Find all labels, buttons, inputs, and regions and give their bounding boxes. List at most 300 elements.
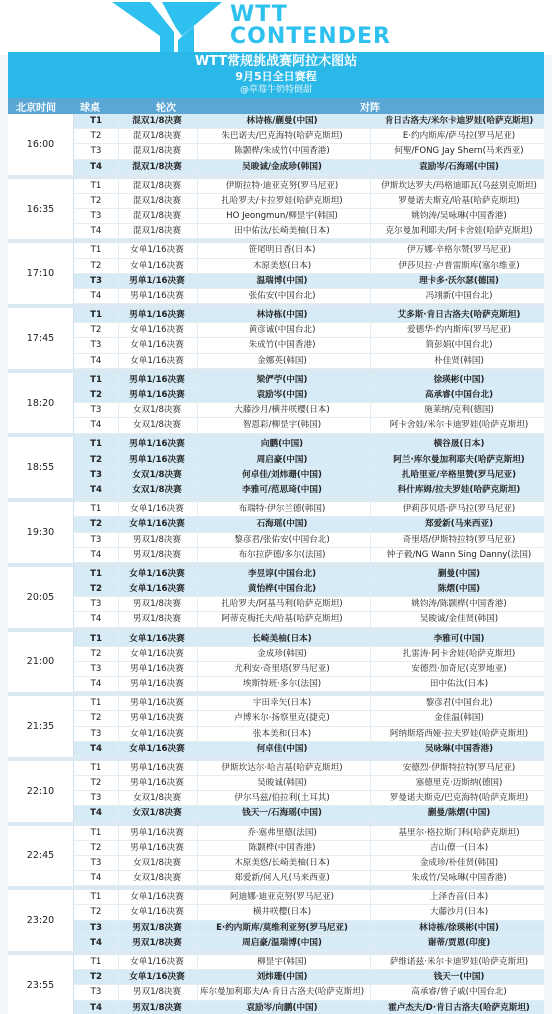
- column-divider: [370, 338, 371, 352]
- round-label: 女双1/8决赛: [132, 485, 182, 496]
- round-label: 女单1/16决赛: [129, 633, 185, 644]
- player-two: 林诗栋/徐瑛彬(中国): [419, 922, 499, 933]
- player-one: 柳昰宇(韩国): [257, 956, 307, 967]
- column-divider: [197, 1001, 198, 1014]
- table-number: T4: [90, 549, 102, 560]
- round-label: 男双1/8决赛: [132, 614, 182, 625]
- table-number: T3: [90, 987, 102, 998]
- player-one: 阿蒂克梅托夫/哈基(哈萨克斯坦): [221, 614, 343, 625]
- player-one: 温瑞博(中国): [256, 275, 308, 286]
- column-divider: [118, 985, 119, 999]
- round-label: 男单1/16决赛: [129, 275, 185, 286]
- player-one: 李昱谆(中国台北): [247, 568, 316, 579]
- column-divider: [370, 776, 371, 790]
- player-one: 长崎美柚(日本): [252, 633, 312, 644]
- column-divider: [118, 791, 119, 805]
- title-banner: [8, 52, 544, 98]
- player-one: 梁俨苧(中国): [256, 374, 308, 385]
- player-two: 上泽杏音(日本): [429, 892, 489, 903]
- column-divider: [118, 696, 119, 710]
- column-divider: [197, 742, 198, 756]
- round-label: 混双1/8决赛: [132, 195, 182, 206]
- column-divider: [118, 936, 119, 950]
- player-one: 布瑞特·伊尔兰德(韩国): [238, 504, 326, 515]
- player-two: 何聖/FONG Jay Shern(马来西亚): [394, 146, 524, 157]
- header: [0, 0, 552, 55]
- table-number: T4: [90, 420, 102, 431]
- column-divider: [118, 582, 119, 596]
- column-divider: [118, 354, 119, 368]
- player-two: 高承睿/曾子戚(中国台北): [411, 987, 507, 998]
- column-divider: [118, 338, 119, 352]
- column-divider: [370, 373, 371, 387]
- player-two: 扎哈里亚/辛格里赞(罗马尼亚): [401, 469, 517, 480]
- player-two: 安德烈·伊斯特拉特(罗马尼亚): [402, 762, 516, 773]
- player-two: E·约内斯库/萨马拉(罗马尼亚): [402, 131, 516, 142]
- player-one: HO Jeongmun/柳昰宇(韩国): [226, 211, 338, 222]
- column-divider: [118, 890, 119, 904]
- column-divider: [118, 871, 119, 885]
- round-label: 女单1/16决赛: [130, 340, 184, 351]
- player-one: 林诗栋(中国): [256, 310, 308, 321]
- table-number: T4: [90, 614, 102, 625]
- player-two: 谢蒂/贾恩(印度): [427, 937, 491, 948]
- column-divider: [370, 955, 371, 969]
- player-two: 陈熠(中国): [437, 584, 481, 594]
- column-divider: [118, 776, 119, 790]
- time-block: [8, 761, 544, 826]
- table-row: [74, 418, 544, 433]
- player-one: 伊尔马兹/伯拉利(土耳其): [234, 793, 330, 804]
- column-divider: [370, 632, 371, 646]
- column-divider: [118, 209, 119, 223]
- column-divider: [118, 289, 119, 303]
- player-two: 霍卢杰夫/D·肯日古洛夫(哈萨克斯坦): [388, 1002, 530, 1013]
- column-divider: [197, 179, 198, 193]
- column-divider: [197, 632, 198, 646]
- page-title: WTT常规挑战赛阿拉木图站: [194, 54, 358, 69]
- player-two: 姚钧涛/陈颢桦(中国香港): [411, 599, 507, 610]
- logo-text: [230, 4, 391, 48]
- table-row: [74, 502, 544, 517]
- player-two: 伊斯坎达罗夫/玛格迪耶瓦(乌兹别克斯坦): [381, 180, 537, 191]
- table-number: T4: [90, 1002, 102, 1013]
- column-divider: [370, 289, 371, 303]
- table-row: [74, 890, 544, 905]
- player-one: 郑爱新/何人凡(马来西亚): [234, 873, 330, 884]
- column-header-round: 轮次: [156, 103, 176, 114]
- table-row: [74, 129, 544, 144]
- table-number: T2: [90, 713, 102, 724]
- player-two: 伊莉莎贝塔·萨马拉(罗马尼亚): [402, 504, 516, 515]
- column-divider: [118, 179, 119, 193]
- column-divider: [118, 921, 119, 935]
- time-cell: 18:55: [8, 437, 74, 498]
- player-two: 奇里塔/伊斯特拉特(罗马尼亚): [402, 534, 516, 545]
- column-divider: [370, 567, 371, 581]
- round-label: 男单1/16决赛: [129, 310, 185, 321]
- round-label: 男双1/8决赛: [132, 1002, 182, 1013]
- table-row: [74, 826, 544, 841]
- column-divider: [118, 742, 119, 756]
- table-row: [74, 647, 544, 662]
- table-row: [74, 403, 544, 418]
- table-row: [74, 905, 544, 920]
- column-divider: [370, 871, 371, 885]
- time-block: [8, 179, 544, 244]
- time-cell: 22:45: [8, 826, 74, 887]
- round-label: 男单1/16决赛: [130, 842, 184, 853]
- column-divider: [370, 742, 371, 756]
- player-two: 田中佑汰(日本): [429, 679, 489, 690]
- table-number: T1: [90, 892, 102, 903]
- round-label: 女单1/16决赛: [129, 568, 185, 579]
- time-cell: 21:35: [8, 696, 74, 757]
- table-row: [74, 179, 544, 194]
- column-divider: [370, 483, 371, 497]
- time-block: [8, 567, 544, 632]
- column-divider: [197, 647, 198, 661]
- table-row: [74, 388, 544, 403]
- player-one: 朱成竹(中国香港): [248, 340, 316, 351]
- player-one: 智恩彩/柳昰宇(韩国): [242, 420, 322, 431]
- table-number: T3: [90, 340, 102, 351]
- column-divider: [370, 905, 371, 919]
- column-divider: [197, 194, 198, 208]
- table-row: [74, 711, 544, 726]
- player-one: 刘炜珊(中国): [256, 972, 308, 983]
- player-two: 金佳温(韩国): [434, 713, 484, 724]
- time-block: [8, 373, 544, 438]
- table-row: [74, 533, 544, 548]
- column-divider: [118, 632, 119, 646]
- table-number: T2: [90, 519, 102, 530]
- column-header-table: 球桌: [80, 103, 100, 114]
- player-one: 张佑安(中国台北): [248, 290, 316, 301]
- table-row: [74, 632, 544, 647]
- column-divider: [118, 129, 119, 143]
- round-label: 男单1/16决赛: [129, 439, 185, 450]
- table-number: T4: [90, 743, 102, 754]
- column-divider: [370, 841, 371, 855]
- round-label: 女单1/16决赛: [130, 956, 184, 967]
- table-number: T4: [90, 679, 102, 690]
- table-row: [74, 567, 544, 582]
- table-row: [74, 696, 544, 711]
- round-label: 女双1/8决赛: [132, 469, 182, 480]
- player-one: 宇田幸矢(日本): [252, 698, 312, 709]
- table-number: T3: [90, 534, 102, 545]
- column-header-time: 北京时间: [16, 103, 56, 114]
- table-row: [74, 662, 544, 677]
- table-row: [74, 468, 544, 483]
- table-row: [74, 243, 544, 258]
- column-divider: [118, 323, 119, 337]
- column-divider: [370, 582, 371, 596]
- player-one: 木原美悠/长崎美柚(日本): [234, 857, 330, 868]
- player-one: 埃斯特班·多尔(法国): [242, 679, 322, 690]
- table-number: T2: [90, 454, 102, 465]
- table-number: T2: [90, 842, 102, 853]
- time-cell: 16:00: [8, 114, 74, 175]
- column-divider: [197, 548, 198, 562]
- column-divider: [197, 388, 198, 402]
- table-row: [74, 841, 544, 856]
- round-label: 女双1/8决赛: [132, 405, 182, 416]
- player-one: 田中佑汰/长崎美柚(日本): [234, 226, 330, 237]
- column-divider: [197, 243, 198, 257]
- column-divider: [118, 662, 119, 676]
- round-label: 男单1/16决赛: [130, 713, 184, 724]
- column-divider: [370, 502, 371, 516]
- time-block: [8, 437, 544, 502]
- column-divider: [197, 483, 198, 497]
- column-divider: [118, 403, 119, 417]
- table-row: [74, 727, 544, 742]
- player-one: 阿迪娜·迪亚克努(罗马尼亚): [230, 892, 334, 903]
- column-divider: [370, 647, 371, 661]
- player-one: 李雅可/范思琦(中国): [242, 485, 322, 496]
- time-cell: 23:20: [8, 890, 74, 951]
- column-divider: [370, 761, 371, 775]
- column-divider: [370, 1001, 371, 1014]
- column-divider: [118, 160, 119, 174]
- column-divider: [197, 289, 198, 303]
- column-divider: [197, 970, 198, 984]
- player-two: 基里尔·格拉斯门科(哈萨克斯坦): [398, 827, 520, 838]
- player-one: 石海瑶(中国): [256, 519, 308, 530]
- table-row: [74, 274, 544, 289]
- table-number: T1: [90, 633, 102, 644]
- column-divider: [370, 194, 371, 208]
- player-one: 吴晙诚/金成珍(韩国): [242, 161, 322, 172]
- column-divider: [197, 224, 198, 238]
- table-number: T1: [90, 504, 102, 515]
- column-divider: [197, 160, 198, 174]
- table-row: [74, 791, 544, 806]
- player-two: 黎彦君(中国台北): [425, 698, 493, 709]
- column-divider: [197, 453, 198, 467]
- table-number: T4: [90, 226, 102, 237]
- column-divider: [370, 921, 371, 935]
- player-one: 周启豪(中国): [256, 454, 308, 465]
- player-two: 袁励岑/石海瑶(中国): [419, 161, 499, 172]
- player-one: 黄怡桦(中国台北): [247, 584, 316, 594]
- player-two: 扎雷涛·阿卡舍娃(哈萨克斯坦): [402, 648, 516, 659]
- player-one: 扎哈罗夫/卡拉罗娃(哈萨克斯坦): [221, 195, 343, 206]
- player-two: 蒯曼/陈熠(中国): [427, 808, 491, 819]
- column-divider: [118, 517, 119, 531]
- page-subtitle: 9月5日全日赛程: [235, 70, 317, 83]
- player-one: 笹尾明日香(日本): [248, 245, 316, 256]
- column-divider: [370, 209, 371, 223]
- table-number: T4: [90, 161, 102, 172]
- round-label: 男双1/8决赛: [132, 549, 182, 560]
- table-number: T1: [90, 956, 102, 967]
- column-divider: [197, 826, 198, 840]
- round-label: 女单1/16决赛: [130, 907, 184, 918]
- round-label: 女单1/16决赛: [129, 972, 185, 983]
- time-block: [8, 632, 544, 697]
- player-two: 吴咏琳(中国香港): [424, 743, 493, 754]
- round-label: 女双1/8决赛: [132, 420, 182, 431]
- column-divider: [370, 662, 371, 676]
- table-number: T1: [90, 116, 102, 126]
- column-divider: [197, 761, 198, 775]
- table-number: T4: [90, 485, 102, 496]
- column-divider: [118, 259, 119, 273]
- column-divider: [118, 567, 119, 581]
- table-number: T1: [90, 310, 102, 321]
- player-two: 罗曼诺夫斯克/巴克海特(哈萨克斯坦): [389, 793, 529, 804]
- table-number: T1: [90, 180, 102, 191]
- column-divider: [197, 871, 198, 885]
- player-one: 陈颢桦/朱成竹(中国香港): [234, 146, 330, 157]
- time-cell: 19:30: [8, 502, 74, 563]
- table-row: [74, 194, 544, 209]
- column-divider: [118, 388, 119, 402]
- round-label: 女单1/16决赛: [129, 743, 185, 754]
- table-row: [74, 806, 544, 821]
- table-number: T2: [90, 260, 102, 271]
- column-divider: [197, 776, 198, 790]
- player-two: 科什库姆/拉夫罗娃(哈萨克斯坦): [397, 485, 521, 496]
- column-divider: [118, 612, 119, 626]
- logo-line2: CONTENDER: [230, 24, 391, 49]
- player-two: 罗曼诺夫斯克/哈基(哈萨克斯坦): [398, 195, 520, 206]
- column-divider: [197, 921, 198, 935]
- column-divider: [370, 533, 371, 547]
- column-divider: [118, 453, 119, 467]
- table-number: T1: [90, 698, 102, 709]
- round-label: 混双1/8决赛: [132, 116, 182, 126]
- table-row: [74, 308, 544, 323]
- player-two: 蒯曼(中国): [437, 568, 481, 579]
- player-one: 袁励岑/向鹏(中国): [246, 1002, 318, 1013]
- player-one: 库尔曼加利耶夫/A·肯日古洛夫(哈萨克斯坦): [199, 987, 365, 998]
- column-divider: [197, 677, 198, 691]
- time-block: [8, 502, 544, 567]
- round-label: 女单1/16决赛: [129, 519, 185, 530]
- round-label: 混双1/8决赛: [132, 161, 182, 172]
- column-divider: [197, 806, 198, 820]
- column-divider: [118, 502, 119, 516]
- player-two: 李雅可(中国): [433, 633, 485, 644]
- time-block: [8, 826, 544, 891]
- table-row: [74, 354, 544, 369]
- table-number: T3: [90, 275, 102, 286]
- player-two: 吉山僚一(日本): [429, 842, 489, 853]
- player-two: 钱天一(中国): [433, 972, 485, 983]
- table-number: T2: [90, 584, 102, 594]
- column-divider: [370, 160, 371, 174]
- column-divider: [197, 338, 198, 352]
- table-number: T3: [90, 599, 102, 610]
- column-divider: [370, 791, 371, 805]
- player-one: 大藤沙月/横井咲樱(日本): [234, 405, 330, 416]
- round-label: 女单1/16决赛: [130, 260, 184, 271]
- player-two: 郑爱新(马来西亚): [424, 519, 493, 530]
- column-divider: [118, 841, 119, 855]
- column-divider: [118, 806, 119, 820]
- player-one: 钱天一/石海瑶(中国): [242, 808, 322, 819]
- round-label: 男双1/8决赛: [132, 987, 182, 998]
- column-divider: [118, 144, 119, 158]
- player-one: 向鹏(中国): [260, 439, 304, 450]
- table-row: [74, 936, 544, 951]
- time-cell: 17:45: [8, 308, 74, 369]
- player-two: 伊莎贝拉·卢普雷斯库(塞尔维亚): [398, 260, 520, 271]
- column-divider: [370, 403, 371, 417]
- player-one: 尤利安·奇里塔(罗马尼亚): [234, 663, 330, 674]
- player-one: 何卓佳(中国): [256, 743, 308, 754]
- round-label: 男单1/16决赛: [130, 290, 184, 301]
- player-one: 林诗栋/蒯曼(中国): [246, 116, 318, 126]
- round-label: 女单1/16决赛: [130, 504, 184, 515]
- player-two: 朴佳贤(韩国): [434, 355, 484, 366]
- column-divider: [118, 548, 119, 562]
- column-divider: [118, 373, 119, 387]
- player-one: 布尔拉萨德/多尔(法国): [238, 549, 326, 560]
- table-row: [74, 856, 544, 871]
- table-number: T2: [90, 131, 102, 142]
- round-label: 男单1/16决赛: [130, 663, 184, 674]
- player-two: 高承睿(中国台北): [424, 389, 493, 400]
- column-divider: [197, 936, 198, 950]
- column-divider: [370, 936, 371, 950]
- column-divider: [370, 354, 371, 368]
- player-two: 萨维诺兹·米尔卡迪罗娃(哈萨克斯坦): [389, 956, 529, 967]
- logo-line1: WTT: [230, 2, 288, 27]
- table-row: [74, 677, 544, 692]
- player-two: 爱德华·约内斯库(罗马尼亚): [407, 325, 511, 336]
- column-divider: [197, 905, 198, 919]
- round-label: 女双1/8决赛: [132, 793, 182, 804]
- column-divider: [197, 597, 198, 611]
- table-number: T4: [90, 873, 102, 884]
- round-label: 女单1/16决赛: [130, 728, 184, 739]
- table-number: T4: [90, 290, 102, 301]
- table-row: [74, 871, 544, 886]
- column-divider: [197, 711, 198, 725]
- column-divider: [197, 567, 198, 581]
- round-label: 男双1/8决赛: [132, 922, 182, 933]
- player-one: 张本美和(日本): [252, 728, 312, 739]
- column-divider: [118, 955, 119, 969]
- table-row: [74, 289, 544, 304]
- player-two: 简彭娟(中国台北): [425, 340, 493, 351]
- table-number: T3: [90, 469, 102, 480]
- column-divider: [370, 274, 371, 288]
- round-label: 男单1/16决赛: [130, 827, 184, 838]
- player-one: 周启豪/温瑞博(中国): [242, 937, 322, 948]
- table-number: T1: [90, 568, 102, 579]
- round-label: 女双1/8决赛: [132, 873, 182, 884]
- round-label: 混双1/8决赛: [132, 131, 182, 142]
- table-row: [74, 921, 544, 936]
- player-two: 冯翊新(中国台北): [425, 290, 493, 301]
- round-label: 男单1/16决赛: [130, 778, 184, 789]
- round-label: 男单1/16决赛: [130, 762, 184, 773]
- table-row: [74, 612, 544, 627]
- table-number: T3: [90, 663, 102, 674]
- column-divider: [370, 612, 371, 626]
- player-one: 扎哈罗夫/阿基马利(哈萨克斯坦): [221, 599, 343, 610]
- table-row: [74, 259, 544, 274]
- player-one: 金成珍(韩国): [257, 648, 307, 659]
- player-two: 伊万娜·辛格尔赞(罗马尼亚): [407, 245, 511, 256]
- round-label: 混双1/8决赛: [132, 226, 182, 237]
